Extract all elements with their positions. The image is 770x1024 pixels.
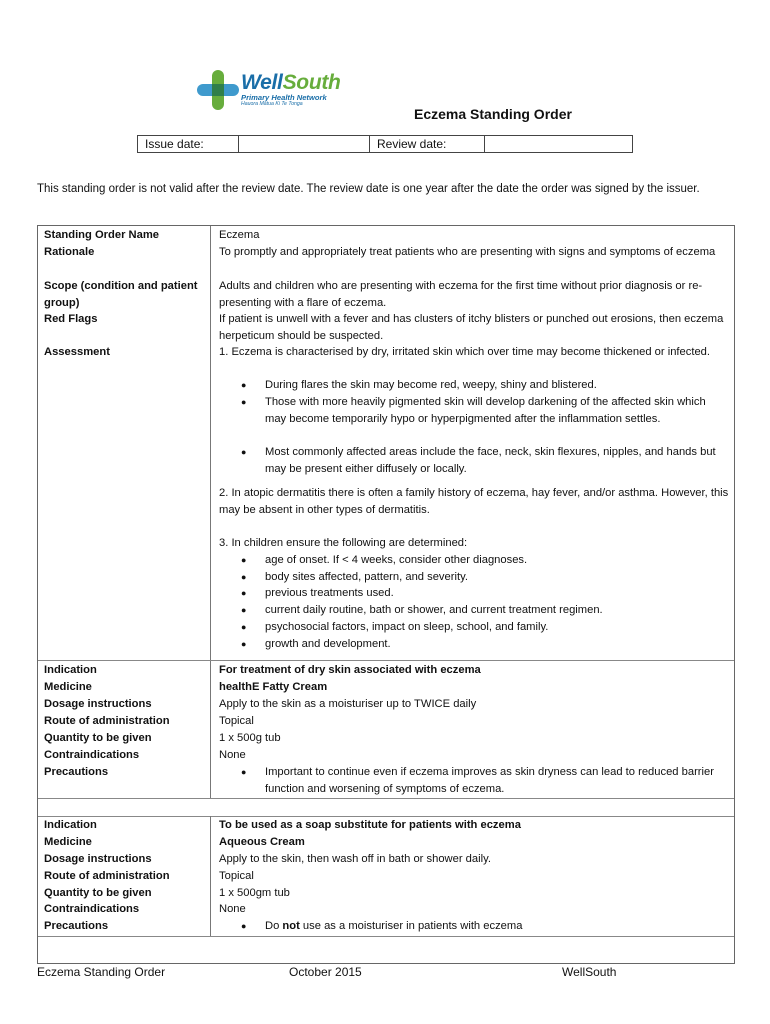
red-flags-value: If patient is unwell with a fever and has clusters of itchy blisters or punched out erosions, then eczema herpeticum should be suspected. — [219, 313, 724, 342]
bullet-icon: ● — [241, 921, 247, 931]
quantity-label: Quantity to be given — [44, 732, 152, 744]
row-divider — [38, 798, 734, 799]
medicine-label: Medicine — [44, 681, 92, 693]
child-check-bullet: psychosocial factors, impact on sleep, school, and family. — [265, 621, 549, 633]
child-check-bullet: body sites affected, pattern, and severity. — [265, 571, 468, 583]
footer-date: October 2015 — [289, 965, 362, 979]
indication-label: Indication — [44, 664, 97, 676]
column-divider — [210, 226, 211, 798]
contraindications-label: Contraindications — [44, 903, 140, 915]
rationale-label: Rationale — [44, 246, 95, 258]
footer-org: WellSouth — [562, 965, 617, 979]
logo-wordmark: WellSouth — [241, 71, 341, 94]
med1-route: Topical — [219, 715, 254, 727]
row-divider — [38, 936, 734, 937]
precautions-label: Precautions — [44, 920, 109, 932]
validity-note: This standing order is not valid after the review date. The review date is one year after the date the order was signed by the issuer. — [37, 183, 700, 195]
med2-medicine: Aqueous Cream — [219, 836, 305, 848]
rationale-value: To promptly and appropriately treat patients who are presenting with signs and symptoms of eczema — [219, 246, 716, 258]
med2-contraindications: None — [219, 903, 246, 915]
bullet-icon: ● — [241, 447, 247, 457]
indication-label: Indication — [44, 819, 97, 831]
assessment-bullet: Those with more heavily pigmented skin will develop darkening of the affected skin which may become temporarily hypo or hyperpigmented after the inflammation settles. — [265, 396, 706, 425]
route-label: Route of administration — [44, 715, 170, 727]
med2-quantity: 1 x 500gm tub — [219, 887, 290, 899]
med1-dosage: Apply to the skin as a moisturiser up to TWICE daily — [219, 698, 477, 710]
bullet-icon: ● — [241, 622, 247, 632]
child-check-bullet: previous treatments used. — [265, 587, 394, 599]
standing-order-table — [37, 225, 735, 964]
bullet-icon: ● — [241, 639, 247, 649]
child-check-bullet: current daily routine, bath or shower, and current treatment regimen. — [265, 604, 603, 616]
med1-indication: For treatment of dry skin associated with eczema — [219, 664, 481, 676]
scope-value: Adults and children who are presenting with eczema for the first time without prior diagnosis or re-presenting with a flare of eczema. — [219, 280, 703, 309]
document-title: Eczema Standing Order — [414, 106, 572, 122]
quantity-label: Quantity to be given — [44, 887, 152, 899]
bullet-icon: ● — [241, 588, 247, 598]
red-flags-label: Red Flags — [44, 313, 98, 325]
bullet-icon: ● — [241, 572, 247, 582]
dosage-label: Dosage instructions — [44, 853, 152, 865]
med1-contraindications: None — [219, 749, 246, 761]
med1-precaution: Important to continue even if eczema improves as skin dryness can lead to reduced barrier function and worsening of symptoms of eczema. — [265, 766, 714, 795]
precautions-label: Precautions — [44, 766, 109, 778]
name-label: Standing Order Name — [44, 229, 160, 241]
bullet-icon: ● — [241, 397, 247, 407]
cross-logo-icon — [197, 70, 239, 110]
medicine-label: Medicine — [44, 836, 92, 848]
bullet-icon: ● — [241, 555, 247, 565]
row-divider — [38, 660, 734, 661]
child-check-bullet: age of onset. If < 4 weeks, consider other diagnoses. — [265, 554, 528, 566]
bullet-icon: ● — [241, 605, 247, 615]
footer-title: Eczema Standing Order — [37, 965, 166, 979]
bullet-icon: ● — [241, 767, 247, 777]
med2-dosage: Apply to the skin, then wash off in bath or shower daily. — [219, 853, 491, 865]
assessment-bullet: Most commonly affected areas include the face, neck, skin flexures, nipples, and hands but may be present either diffusely or locally. — [265, 446, 716, 475]
med2-route: Topical — [219, 870, 254, 882]
issue-date-label: Issue date: — [138, 136, 239, 153]
wellsouth-logo — [197, 70, 367, 112]
assessment-label: Assessment — [44, 346, 110, 358]
bullet-icon: ● — [241, 380, 247, 390]
assessment-point-3: 3. In children ensure the following are determined: — [219, 537, 468, 549]
name-value: Eczema — [219, 229, 260, 241]
review-date-field[interactable] — [485, 136, 633, 153]
route-label: Route of administration — [44, 870, 170, 882]
logo-subtitle: Primary Health Network — [241, 93, 327, 102]
logo-tagline: Hauora Matua Ki Te Tonga — [241, 101, 303, 107]
dosage-label: Dosage instructions — [44, 698, 152, 710]
assessment-point-1: 1. Eczema is characterised by dry, irritated skin which over time may become thickened or infected. — [219, 346, 711, 358]
med1-quantity: 1 x 500g tub — [219, 732, 281, 744]
med2-indication: To be used as a soap substitute for patients with eczema — [219, 819, 521, 831]
issue-date-field[interactable] — [239, 136, 370, 153]
med2-precaution: Do not use as a moisturiser in patients with eczema — [265, 920, 523, 932]
child-check-bullet: growth and development. — [265, 638, 391, 650]
column-divider — [210, 816, 211, 936]
med1-medicine: healthE Fatty Cream — [219, 681, 328, 693]
review-date-label: Review date: — [370, 136, 485, 153]
contraindications-label: Contraindications — [44, 749, 140, 761]
assessment-bullet: During flares the skin may become red, weepy, shiny and blistered. — [265, 379, 597, 391]
dates-table — [137, 135, 633, 153]
scope-label: Scope (condition and patient group) — [44, 280, 198, 309]
assessment-point-2: 2. In atopic dermatitis there is often a family history of eczema, hay fever, and/or asthma. However, this may be absent in other types of dermatitis. — [219, 487, 729, 516]
